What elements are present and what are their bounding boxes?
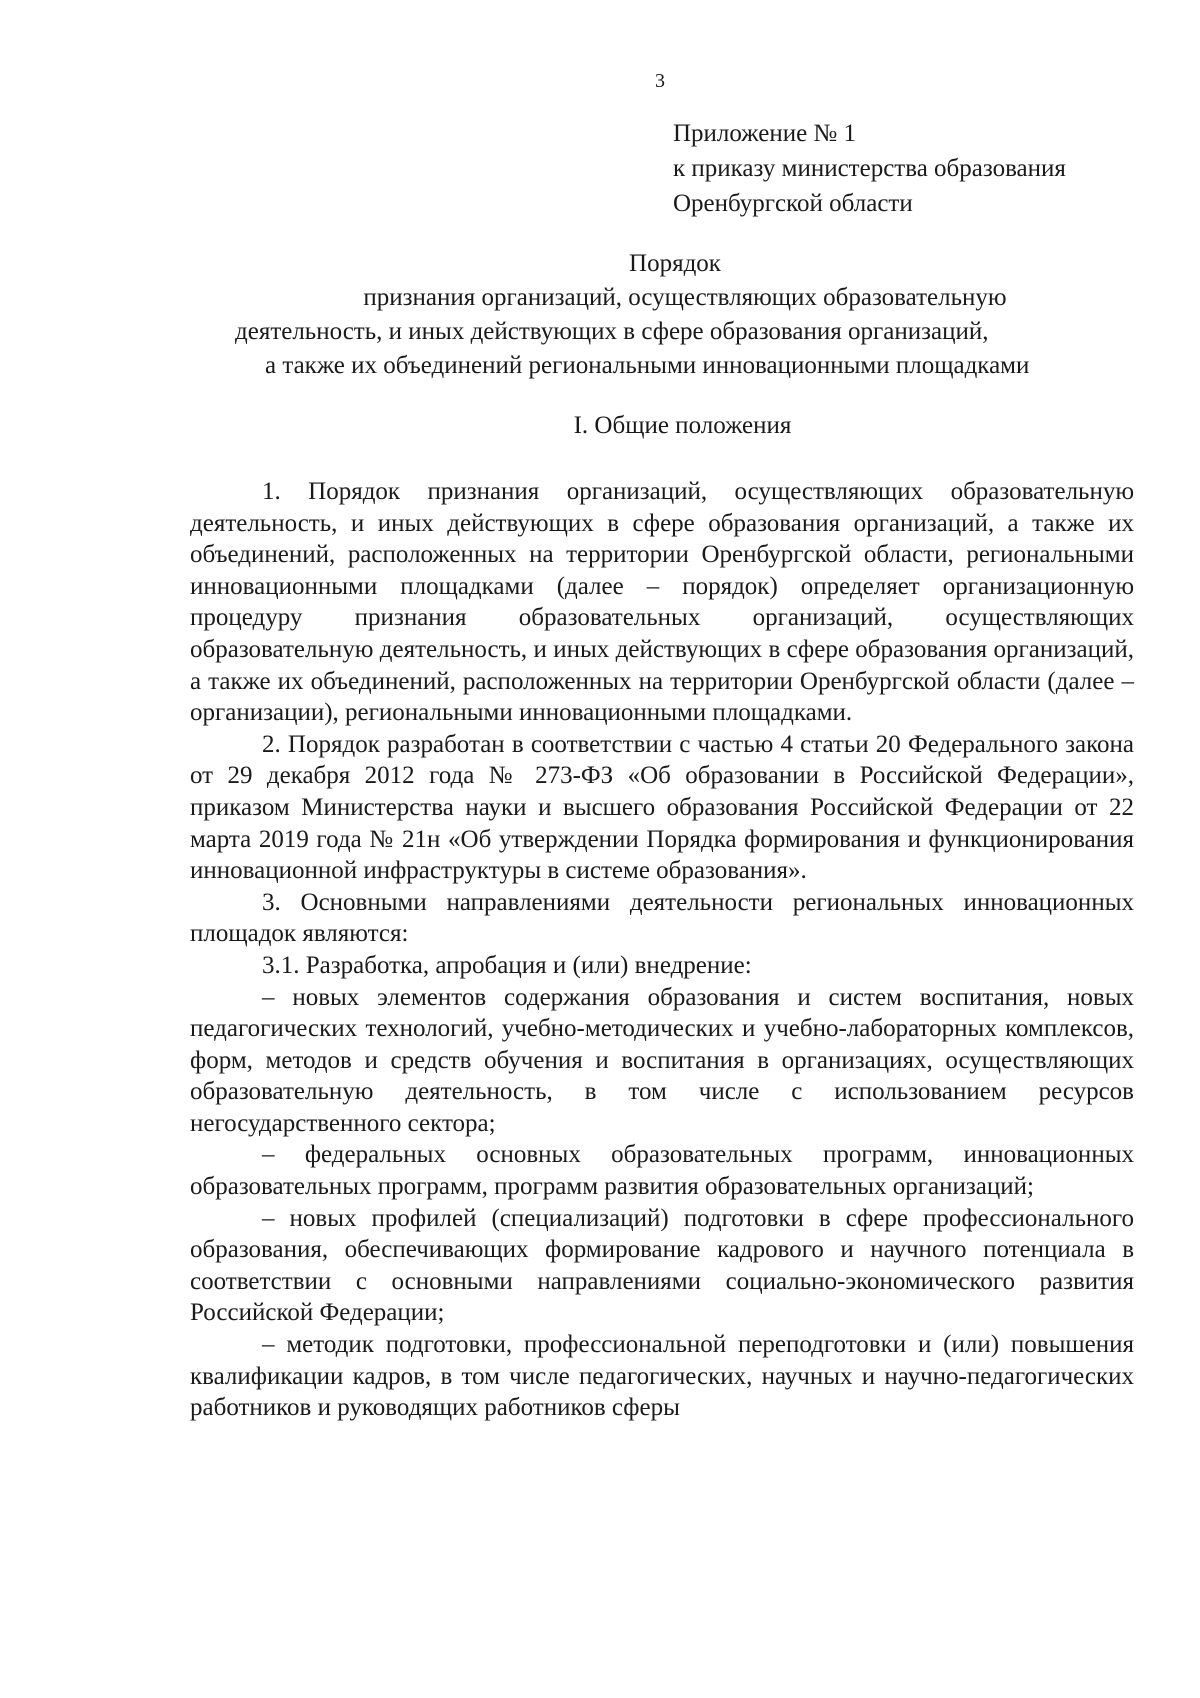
appendix-header — [673, 116, 1066, 221]
paragraph-3-1: 3.1. Разработка, апробация и (или) внедрение: — [262, 951, 752, 979]
title-line-1: признания организаций, осуществляющих образовательную — [363, 284, 1007, 311]
title-line-3: а также их объединений региональными инновационными площадками — [265, 352, 1030, 379]
list-item-4: – методик подготовки, профессиональной переподготовки и (или) повышения квалификации кадров, в том числе педагогических, научных и научно-педагогических работников и руководящих работников сферы — [190, 1331, 1134, 1422]
section-heading: I. Общие положения — [573, 412, 792, 439]
appendix-line-1: Приложение № 1 — [673, 120, 857, 147]
appendix-line-3: Оренбургской области — [673, 190, 913, 217]
list-item-3: – новых профилей (специализаций) подготовки в сфере профессионального образования, обеспечивающих формирование кадрового и научного потенциала в соответствии с основными направлениями социально-экономического развития Российской Федерации; — [190, 1204, 1134, 1327]
body-text — [190, 476, 1134, 1424]
title-main: Порядок — [629, 250, 721, 277]
list-item-2: – федеральных основных образовательных программ, инновационных образовательных программ, программ развития образовательных организаций; — [190, 1141, 1134, 1201]
document-title — [180, 247, 1140, 383]
list-item-1: – новых элементов содержания образования и систем воспитания, новых педагогических технологий, учебно-методических и учебно-лабораторных комплексов, форм, методов и средств обучения и воспитания в организациях, осуществляющих образовательную деятельность, в том числе с использованием ресурсов негосударственного сектора; — [190, 983, 1134, 1137]
title-line-2: деятельность, и иных действующих в сфере образования организаций, — [235, 318, 989, 345]
paragraph-3: 3. Основными направлениями деятельности региональных инновационных площадок являются: — [190, 888, 1134, 948]
page-number: 3 — [655, 70, 665, 92]
paragraph-2: 2. Порядок разработан в соответствии с частью 4 статьи 20 Федерального закона от 29 декабря 2012 года № 273-ФЗ «Об образовании в Российской Федерации», приказом Министерства науки и высшего образования Российской Федерации от 22 марта 2019 года № 21н «Об утверждении Порядка формирования и функционирования инновационной инфраструктуры в системе образования». — [190, 730, 1134, 885]
appendix-line-2: к приказу министерства образования — [673, 155, 1066, 182]
paragraph-1: 1. Порядок признания организаций, осуществляющих образовательную деятельность, и иных действующих в сфере образования организаций, а также их объединений, расположенных на территории Оренбургской области, региональными инновационными площадками (далее – порядок) определяет организационную процедуру признания образовательных организаций, осуществляющих образовательную деятельность, и иных действующих в сфере образования организаций, а также их объединений, расположенных на территории Оренбургской области (далее – организации), региональными инновационными площадками. — [190, 478, 1134, 727]
